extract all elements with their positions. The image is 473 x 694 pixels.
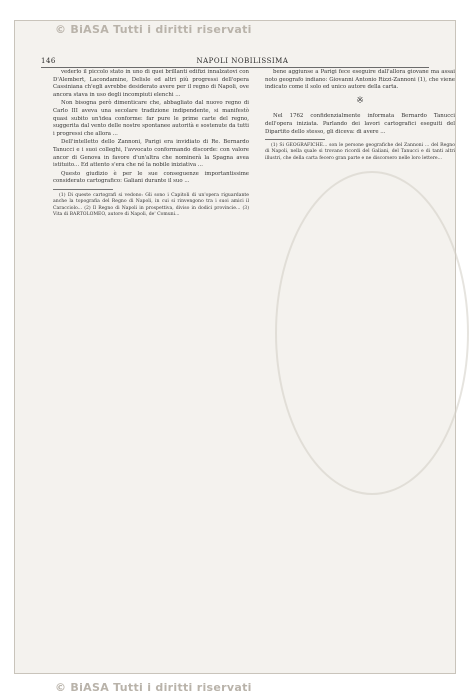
left-footnote-text: (1) Di queste cartografi si vedono: Gli sono i Capitoli di un'opera riguardante anche la topografia del Regno di Napoli, in cui si rinvengono tra i suoi amici il Caracciolo... (2) Il Regno di Napoli in prospettiva, diviso in dodici provincie... (3) Vita di BARTOLOMEO, autore di Napoli, de' Comuni... [53,192,249,217]
right-column [265,69,455,163]
fleuron-ornament: ※ [356,95,364,106]
right-footnotes [265,143,455,162]
right-footnote-text: (1) Si GEOGRAFICHE... son le persone geografiche del Zannoni ... del Regno di Napoli, nella quale si trovano ricordi del Galiani, del Tanucci e di tanti altri illustri, che della carta fecero gran parte e ne discorsero nelle loro lettere... [265,143,455,161]
right-paragraph-2: Nel 1762 confidenzialmente informata Bernardo Tanucci dell'opera iniziata. Parlando dei lavori cartografici eseguiti del Dipartito dello stesso, gli diceva: di avere ... [265,113,455,135]
left-column [53,69,249,219]
left-paragraph-2: Non bisogna però dimenticare che, abbagliato dal nuovo regno di Carlo III aveva una secolare tradizione indipendente, si manifestò quasi subito un'idea conforme: far pure le prime carte del regno, suggerita dal vento delle nostre spontanee autorità e sostenute da tutti i progressi che allora ... [53,100,249,137]
left-paragraph-3: Dell'intelletto dello Zannoni, Parigi era invidiato di Re. Bernardo Tanucci e i suoi colleghi, l'avvocato conformando discorde: con valore ancor di Genova in favore d'un'altra che nominerà la Spagna avea istituito... Ed attento s'era che né la nobile iniziativa ... [53,139,249,169]
watermark-bottom: © BiASA Tutti i diritti riservati [55,681,252,694]
watermark-top: © BiASA Tutti i diritti riservati [55,23,252,36]
left-footnotes [53,193,249,218]
right-paragraph-1: bene aggiunse a Parigi fece eseguire dall'allora giovane ma assai noto geografo indiano: Giovanni Antonio Rizzi-Zannoni (1), che viene indicato come il solo ed unico autore della carta. [265,69,455,91]
page-number: 146 [41,57,56,65]
scanned-page [14,20,456,694]
left-paragraph-1: vederlo il piccolo stato in uno di quei brillanti edifizi innalzatovi con D'Alembert, Lacondamine, Delisle ed altri più progressi dell'opera Cassiniana ch'egli avrebbe desiderato avere per il regno di Napoli, ove ancora stava in uso degli incompiuti elenchi ... [53,69,249,98]
watermark-seal [275,171,469,495]
running-title: NAPOLI NOBILISSIMA [196,57,289,65]
page-header [41,57,429,68]
left-paragraph-4: Questo giudizio è per le sue conseguenze importantissime considerato cartografico: Galiani durante il suo ... [53,170,249,185]
footnote-rule-right [265,139,325,140]
footnote-rule [53,189,113,190]
